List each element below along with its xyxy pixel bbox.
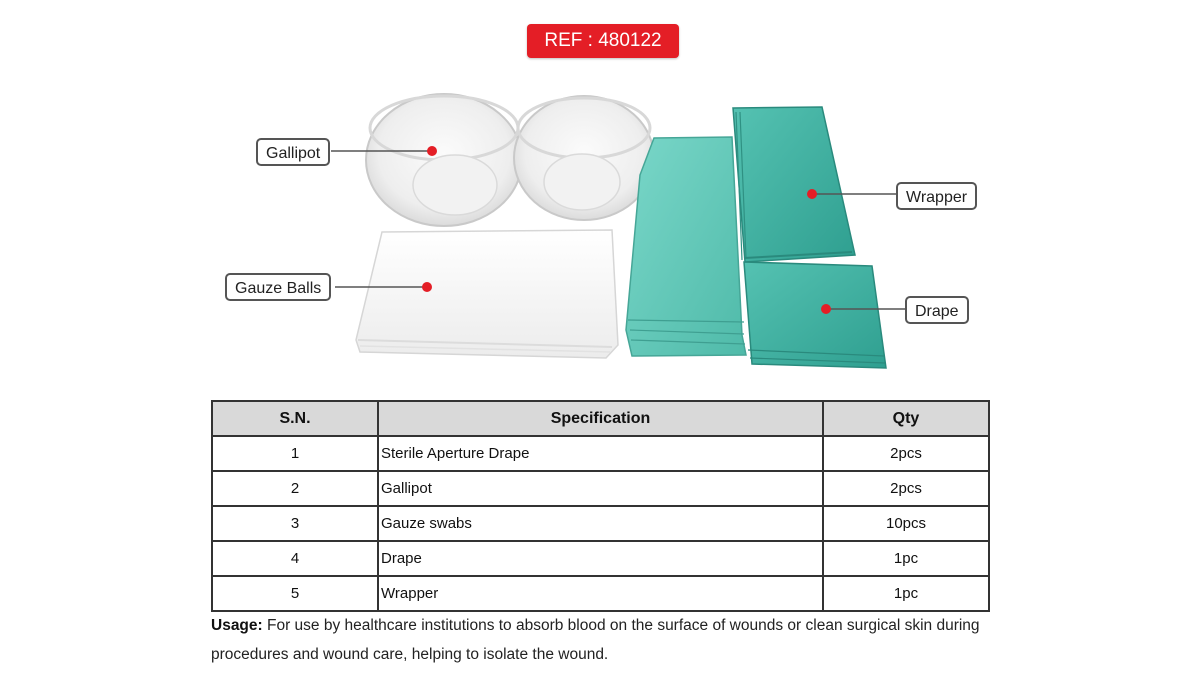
cell-sn: 4 [212,541,378,576]
table-header-row [212,401,989,436]
drape-pack [744,262,886,368]
cell-spec: Gauze swabs [378,506,823,541]
cell-sn: 1 [212,436,378,471]
usage-text: For use by healthcare institutions to absorb blood on the surface of wounds or clean surgical skin during procedures and wound care, helping to isolate the wound. [211,617,980,663]
cell-spec: Gallipot [378,471,823,506]
ref-badge: REF : 480122 [527,24,679,58]
callout-gallipot: Gallipot [256,138,330,166]
gallipot-bowls [366,94,654,226]
callout-drape: Drape [905,296,969,324]
gauze-pad [356,230,618,358]
cell-sn: 3 [212,506,378,541]
cell-qty: 10pcs [823,506,989,541]
usage-paragraph [211,611,991,669]
specification-table [211,400,990,612]
table-row [212,471,989,506]
usage-label: Usage: [211,617,263,634]
table-row [212,576,989,611]
cell-qty: 2pcs [823,471,989,506]
cell-spec: Sterile Aperture Drape [378,436,823,471]
header-specification: Specification [378,401,823,436]
cell-qty: 1pc [823,541,989,576]
table-row [212,506,989,541]
cell-spec: Wrapper [378,576,823,611]
cell-sn: 5 [212,576,378,611]
cell-sn: 2 [212,471,378,506]
callout-wrapper: Wrapper [896,182,977,210]
cell-qty: 2pcs [823,436,989,471]
cell-spec: Drape [378,541,823,576]
callout-gauze-balls: Gauze Balls [225,273,331,301]
header-sn: S.N. [212,401,378,436]
table-row [212,541,989,576]
header-qty: Qty [823,401,989,436]
cell-qty: 1pc [823,576,989,611]
wrapper-pack [733,107,855,262]
table-row [212,436,989,471]
sterile-drape [626,137,746,356]
